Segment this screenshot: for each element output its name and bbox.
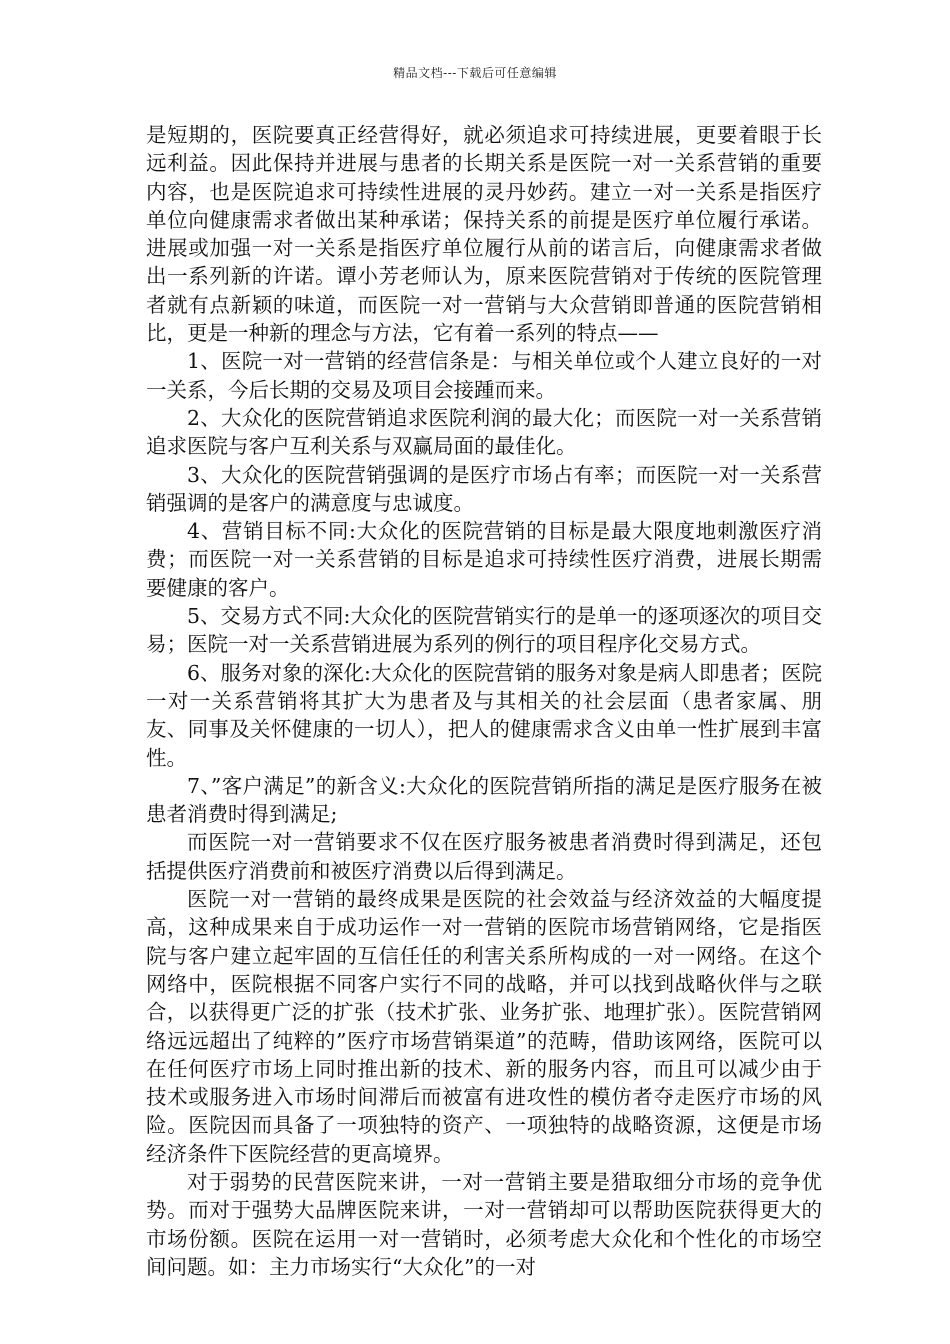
paragraph-feature-3: 3、大众化的医院营销强调的是医疗市场占有率；而医院一对一关系营销强调的是客户的满意度与忠诚度。 — [146, 462, 822, 515]
paragraph-feature-4: 4、营销目标不同:大众化的医院营销的目标是最大限度地刺激医疗消费；而医院一对一关系营销的目标是追求可持续性医疗消费，进展长期需要健康的客户。 — [146, 519, 822, 600]
document-body — [146, 121, 822, 1281]
paragraph-network: 医院一对一营销的最终成果是医院的社会效益与经济效益的大幅度提高，这种成果来自于成功运作一对一营销的医院市场营销网络，它是指医院与客户建立起牢固的互信任任的利害关系所构成的一对一网络。在这个网络中，医院根据不同客户实行不同的战略，并可以找到战略伙伴与之联合，以获得更广泛的扩张（技术扩张、业务扩张、地理扩张）。医院营销网络远远超出了纯粹的”医疗市场营销渠道”的范畴，借助该网络，医院可以在任何医疗市场上同时推出新的技术、新的服务内容，而且可以减少由于技术或服务进入市场时间滞后而被富有进攻性的模仿者夺走医疗市场的风险。医院因而具备了一项独特的资产、一项独特的战略资源，这便是市场经济条件下医院经营的更高境界。 — [146, 887, 822, 1166]
paragraph-feature-7: 7、”客户满足”的新含义:大众化的医院营销所指的满足是医疗服务在被患者消费时得到满足; — [146, 773, 822, 827]
paragraph-feature-5: 5、交易方式不同:大众化的医院营销实行的是单一的逐项逐次的项目交易；医院一对一关系营销进展为系列的例行的项目程序化交易方式。 — [146, 604, 822, 657]
paragraph-continuation: 是短期的，医院要真正经营得好，就必须追求可持续进展，更要着眼于长远利益。因此保持并进展与患者的长期关系是医院一对一关系营销的重要内容，也是医院追求可持续性进展的灵丹妙药。建立一对一关系是指医疗单位向健康需求者做出某种承诺；保持关系的前提是医疗单位履行承诺。进展或加强一对一关系是指医疗单位履行从前的诺言后，向健康需求者做出一系列新的许诺。谭小芳老师认为，原来医院营销对于传统的医院管理者就有点新颖的味道，而医院一对一营销与大众营销即普通的医院营销相比，更是一种新的理念与方法，它有着一系列的特点—— — [146, 123, 822, 346]
paragraph-feature-2: 2、大众化的医院营销追求医院利润的最大化；而医院一对一关系营销追求医院与客户互利关系与双赢局面的最佳化。 — [146, 405, 822, 459]
paragraph-feature-6: 6、服务对象的深化:大众化的医院营销的服务对象是病人即患者；医院一对一关系营销将其扩大为患者及与其相关的社会层面（患者家属、朋友、同事及关怀健康的一切人），把人的健康需求含义由单一性扩展到丰富性。 — [146, 660, 822, 770]
paragraph-feature-1: 1、医院一对一营销的经营信条是：与相关单位或个人建立良好的一对一关系，今后长期的交易及项目会接踵而来。 — [146, 349, 822, 402]
paragraph-feature-7-cont: 而医院一对一营销要求不仅在医疗服务被患者消费时得到满足，还包括提供医疗消费前和被医疗消费以后得到满足。 — [146, 830, 822, 883]
paragraph-market: 对于弱势的民营医院来讲，一对一营销主要是猎取细分市场的竞争优势。而对于强势大品牌医院来讲，一对一营销却可以帮助医院获得更大的市场份额。医院在运用一对一营销时，必须考虑大众化和个性化的市场空间问题。如：主力市场实行“大众化”的一对 — [146, 1169, 822, 1279]
page-header: 精品文档---下载后可任意编辑 — [393, 66, 557, 80]
